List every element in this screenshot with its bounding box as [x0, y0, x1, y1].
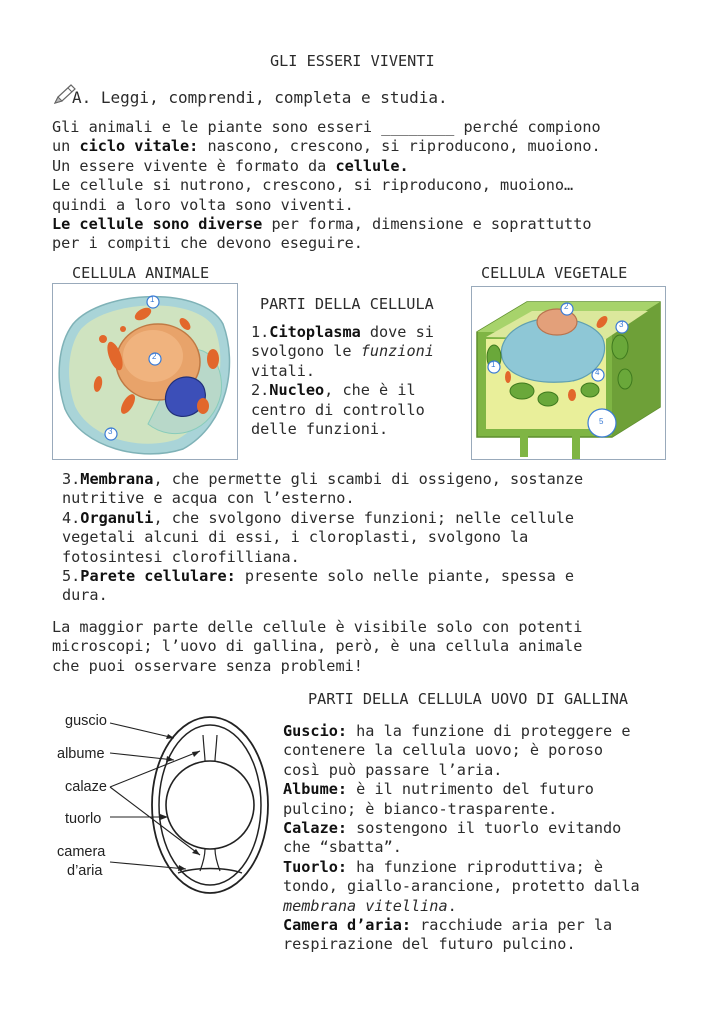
part-line: dura. [62, 586, 108, 605]
part-line: vitali. [251, 361, 316, 380]
egg-desc-line: pulcino; è bianco-trasparente. [283, 799, 558, 818]
egg-diagram [50, 705, 275, 905]
egg-desc-line: Calaze: sostengono il tuorlo evitando [283, 819, 622, 838]
egg-desc-line: respirazione del futuro pulcino. [283, 935, 576, 954]
plant-cell-image [471, 286, 666, 460]
egg-intro-line: che puoi osservare senza problemi! [52, 656, 363, 675]
plant-cell-number: 3 [619, 320, 624, 329]
intro-line: Le cellule si nutrono, crescono, si riproducono, muoiono… [52, 176, 574, 195]
animal-cell-number: 3 [108, 427, 113, 436]
egg-desc-line: così può passare l’aria. [283, 760, 503, 779]
animal-cell-heading: CELLULA ANIMALE [72, 264, 210, 282]
egg-desc-line: tondo, giallo-arancione, protetto dalla [283, 877, 640, 896]
part-line: 4.Organuli, che svolgono diverse funzioni; nelle cellule [62, 508, 575, 527]
part-line: fotosintesi clorofilliana. [62, 547, 300, 566]
intro-line: Gli animali e le piante sono esseri ________ perché compiono [52, 118, 601, 136]
plant-cell-number: 5 [599, 417, 604, 426]
part-line: 1.Citoplasma dove si [251, 323, 434, 341]
part-line: delle funzioni. [251, 420, 389, 439]
egg-descriptions [283, 722, 640, 955]
part-line: 2.Nucleo, che è il [251, 381, 416, 400]
part-line: centro di controllo [251, 400, 425, 419]
plant-cell-heading: CELLULA VEGETALE [481, 264, 628, 282]
egg-desc-line: Guscio: ha la funzione di proteggere e [283, 722, 631, 740]
egg-desc-line: membrana vitellina. [283, 896, 457, 915]
egg-desc-line: Tuorlo: ha funzione riproduttiva; è [283, 857, 604, 876]
part-line: vegetali alcuni di essi, i cloroplasti, svolgono la [62, 528, 529, 547]
instruction: A. Leggi, comprendi, completa e studia. [72, 88, 448, 107]
egg-desc-line: Albume: è il nutrimento del futuro [283, 780, 594, 799]
egg-label-guscio: guscio [65, 713, 107, 729]
parts-list-long [62, 470, 583, 606]
page-title: GLI ESSERI VIVENTI [270, 52, 435, 70]
animal-cell-number: 2 [152, 352, 157, 361]
egg-desc-line: contenere la cellula uovo; è poroso [283, 741, 604, 760]
intro-line: Un essere vivente è formato da cellule. [52, 156, 409, 175]
intro-line: un ciclo vitale: nascono, crescono, si riproducono, muoiono. [52, 137, 601, 156]
animal-cell-image [52, 283, 238, 460]
part-line: 5.Parete cellulare: presente solo nelle piante, spessa e [62, 567, 575, 586]
egg-desc-line: Camera d’aria: racchiude aria per la [283, 916, 613, 935]
intro-line: quindi a loro volta sono viventi. [52, 195, 354, 214]
egg-intro-paragraph [52, 618, 582, 676]
egg-label-camera: camera [57, 844, 106, 860]
egg-desc-line: che “sbatta”. [283, 838, 402, 857]
egg-intro-line: microscopi; l’uovo di gallina, però, è una cellula animale [52, 637, 583, 656]
intro-line: Le cellule sono diverse per forma, dimensione e soprattutto [52, 215, 592, 234]
plant-cell-number: 1 [491, 360, 496, 369]
intro-line: per i compiti che devono eseguire. [52, 234, 363, 253]
egg-label-daria: d’aria [67, 863, 103, 879]
egg-heading: PARTI DELLA CELLULA UOVO DI GALLINA [308, 690, 629, 708]
egg-intro-line: La maggior parte delle cellule è visibile solo con potenti [52, 618, 583, 636]
part-line: 3.Membrana, che permette gli scambi di ossigeno, sostanze [62, 470, 584, 488]
egg-label-tuorlo: tuorlo [65, 811, 102, 827]
parts-list-short [251, 323, 434, 439]
intro-paragraph [52, 118, 601, 254]
plant-cell-number: 4 [595, 368, 600, 377]
part-line: nutritive e acqua con l’esterno. [62, 489, 355, 508]
parts-heading: PARTI DELLA CELLULA [260, 295, 434, 313]
plant-cell-number: 2 [564, 302, 569, 311]
animal-cell-number: 1 [150, 295, 155, 304]
egg-label-albume: albume [57, 746, 105, 762]
egg-label-calaze: calaze [65, 779, 107, 795]
part-line: svolgono le funzioni [251, 342, 434, 361]
